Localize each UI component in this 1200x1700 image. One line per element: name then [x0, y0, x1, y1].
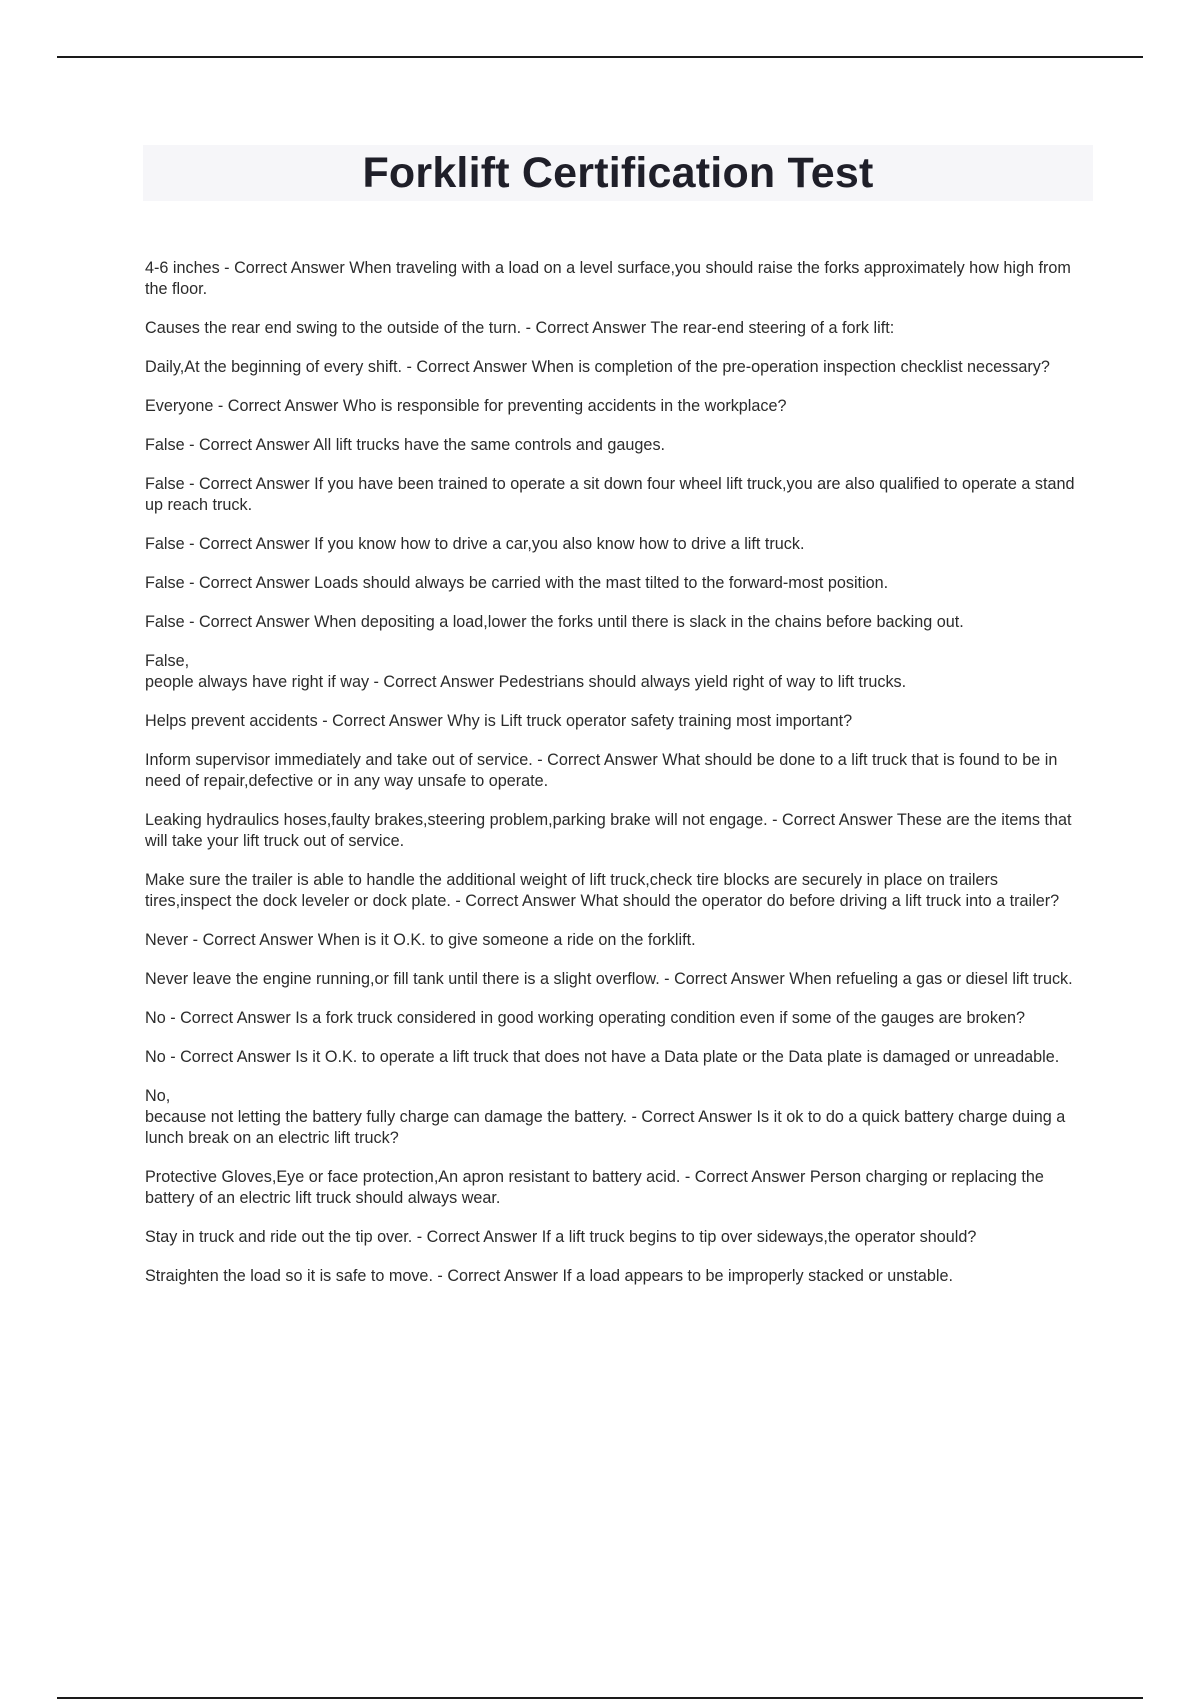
qa-item: Never leave the engine running,or fill tank until there is a slight overflow. - Correct Answer When refueling a gas or diesel lift truck. — [145, 970, 1073, 989]
page-title: Forklift Certification Test — [362, 148, 874, 197]
qa-list — [145, 242, 1080, 1305]
qa-item: No, because not letting the battery fully charge can damage the battery. - Correct Answer Is it ok to do a quick battery charge duing a lunch break on an electric lift truck? — [145, 1087, 1066, 1148]
qa-item: Helps prevent accidents - Correct Answer Why is Lift truck operator safety training most important? — [145, 712, 853, 731]
title-banner — [143, 145, 1093, 201]
qa-item: False - Correct Answer When depositing a load,lower the forks until there is slack in the chains before backing out. — [145, 613, 964, 632]
qa-item: No - Correct Answer Is a fork truck considered in good working operating condition even if some of the gauges are broken? — [145, 1009, 1025, 1028]
qa-item: Never - Correct Answer When is it O.K. to give someone a ride on the forklift. — [145, 931, 696, 950]
top-rule — [57, 56, 1143, 58]
qa-item: No - Correct Answer Is it O.K. to operate a lift truck that does not have a Data plate or the Data plate is damaged or unreadable. — [145, 1048, 1060, 1067]
qa-item: False, people always have right if way - Correct Answer Pedestrians should always yield right of way to lift trucks. — [145, 652, 907, 692]
qa-item: Stay in truck and ride out the tip over. - Correct Answer If a lift truck begins to tip over sideways,the operator should? — [145, 1228, 977, 1247]
qa-item: False - Correct Answer Loads should always be carried with the mast tilted to the forward-most position. — [145, 574, 889, 593]
qa-item: Everyone - Correct Answer Who is responsible for preventing accidents in the workplace? — [145, 397, 787, 416]
qa-item: Causes the rear end swing to the outside of the turn. - Correct Answer The rear-end steering of a fork lift: — [145, 319, 895, 338]
qa-item: Make sure the trailer is able to handle the additional weight of lift truck,check tire blocks are securely in place on trailers tires,inspect the dock leveler or dock plate. - Correct Answer What should the operator do before driving a lift truck into a trailer? — [145, 871, 1060, 911]
qa-item: 4-6 inches - Correct Answer When traveling with a load on a level surface,you should raise the forks approximately how high from the floor. — [145, 259, 1071, 299]
bottom-rule — [57, 1697, 1143, 1699]
qa-item: Leaking hydraulics hoses,faulty brakes,steering problem,parking brake will not engage. - Correct Answer These are the items that will take your lift truck out of service. — [145, 811, 1072, 851]
qa-item: Protective Gloves,Eye or face protection,An apron resistant to battery acid. - Correct Answer Person charging or replacing the battery of an electric lift truck should always wear. — [145, 1168, 1044, 1208]
qa-item: Daily,At the beginning of every shift. - Correct Answer When is completion of the pre-operation inspection checklist necessary? — [145, 358, 1050, 377]
qa-item: Inform supervisor immediately and take out of service. - Correct Answer What should be done to a lift truck that is found to be in need of repair,defective or in any way unsafe to operate. — [145, 751, 1058, 791]
qa-item: False - Correct Answer If you know how to drive a car,you also know how to drive a lift truck. — [145, 535, 805, 554]
qa-item: Straighten the load so it is safe to move. - Correct Answer If a load appears to be improperly stacked or unstable. — [145, 1267, 953, 1286]
qa-item: False - Correct Answer All lift trucks have the same controls and gauges. — [145, 436, 666, 455]
qa-item: False - Correct Answer If you have been trained to operate a sit down four wheel lift truck,you are also qualified to operate a stand up reach truck. — [145, 475, 1075, 515]
